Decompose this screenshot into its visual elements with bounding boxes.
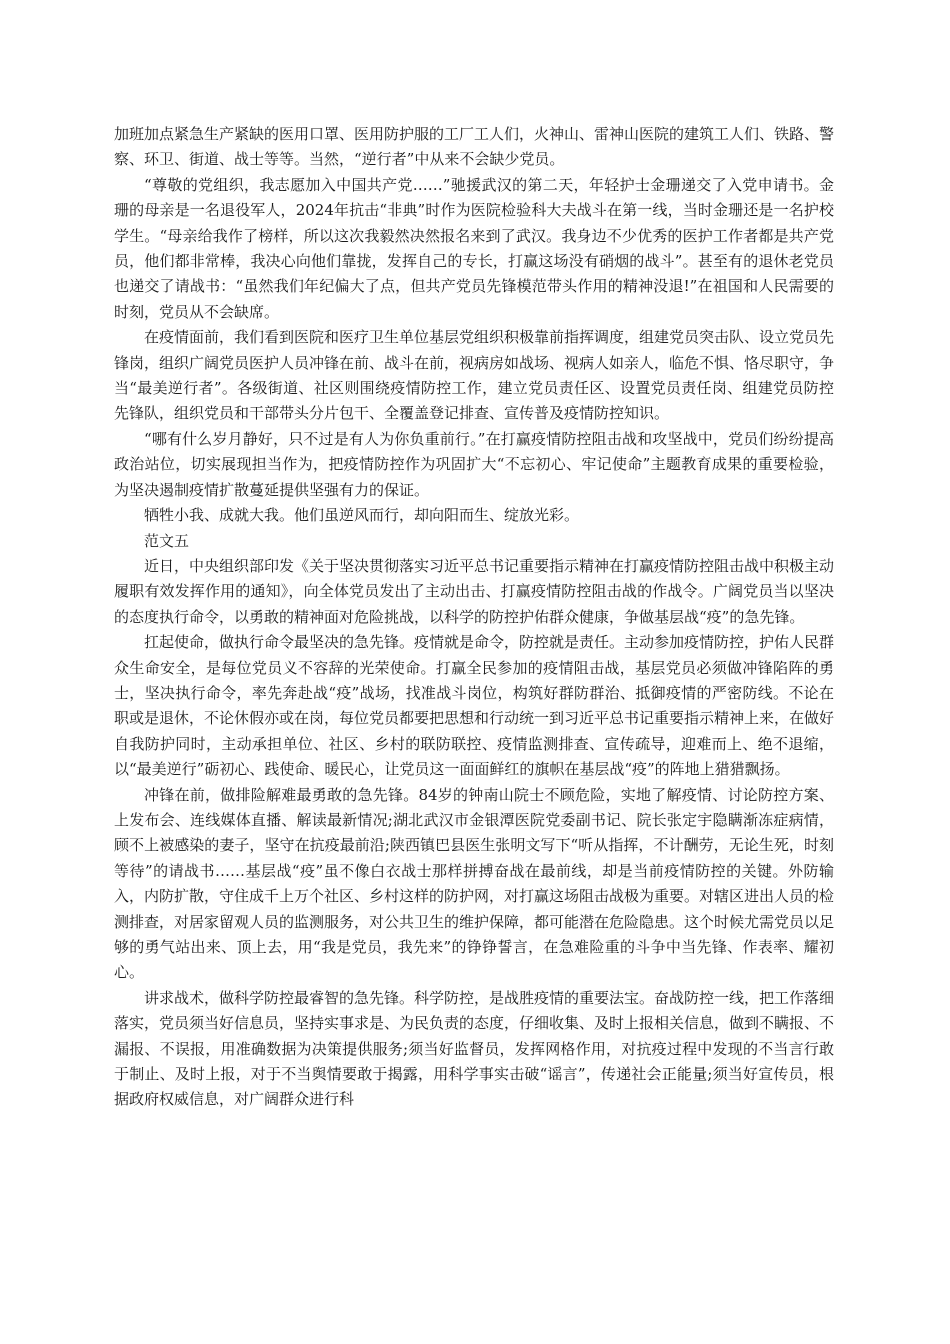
paragraph-jin-shan: “尊敬的党组织，我志愿加入中国共产党……”驰援武汉的第二天，年轻护士金珊递交了入党申请书。金珊的母亲是一名退役军人，2024年抗击“非典”时作为医院检验科大夫战斗在第一线，当时金珊还是一名护校学生。“母亲给我作了榜样，所以这次我毅然决然报名来到了武汉。我身边不少优秀的医护工作者都是共产党员，他们都非常棒，我决心向他们靠拢，发挥自己的专长，打赢这场没有硝烟的战斗”。甚至有的退休老党员也递交了请战书：“虽然我们年纪偏大了点，但共产党员先锋模范带头作用的精神没退!”在祖国和人民需要的时刻，党员从不会缺席。 xyxy=(114,175,834,321)
paragraph-burden: “哪有什么岁月静好，只不过是有人为你负重前行。”在打赢疫情防控阻击战和攻坚战中，党员们纷纷提高政治站位，切实展现担当作为，把疫情防控作为巩固扩大“不忘初心、牢记使命”主题教育成果的重要检验，为坚决遏制疫情扩散蔓延提供坚强有力的保证。 xyxy=(114,429,834,499)
paragraph-continuation: 加班加点紧急生产紧缺的医用口罩、医用防护服的工厂工人们，火神山、雷神山医院的建筑工人们、铁路、警察、环卫、街道、战士等等。当然，“逆行者”中从来不会缺少党员。 xyxy=(114,125,835,169)
paragraph-tactics: 讲求战术，做科学防控最睿智的急先锋。科学防控，是战胜疫情的重要法宝。奋战防控一线，把工作落细落实，党员须当好信息员，坚持实事求是、为民负责的态度，仔细收集、及时上报相关信息，做到不瞒报、不漏报、不误报，用准确数据为决策提供服务;须当好监督员，发挥网格作用，对抗疫过程中发现的不当言行敢于制止、及时上报，对于不当舆情要敢于揭露，用科学事实击破“谣言”，传递社会正能量;须当好宣传员，根据政府权威信息，对广阔群众进行科 xyxy=(114,988,835,1109)
paragraph-party-organizations: 在疫情面前，我们看到医院和医疗卫生单位基层党组织积极靠前指挥调度，组建党员突击队、设立党员先锋岗，组织广阔党员医护人员冲锋在前、战斗在前，视病房如战场、视病人如亲人，临危不惧、恪尽职守，争当“最美逆行者”。各级街道、社区则围绕疫情防控工作，建立党员责任区、设置党员责任岗、组建党员防控先锋队，组织党员和干部带头分片包干、全覆盖登记排查、宣传普及疫情防控知识。 xyxy=(114,328,835,423)
section-heading: 范文五 xyxy=(144,531,190,550)
document-page xyxy=(114,122,834,1113)
paragraph-charge-forward: 冲锋在前，做排险解难最勇敢的急先锋。84岁的钟南山院士不顾危险，实地了解疫情、讨论防控方案、上发布会、连线媒体直播、解读最新情况;湖北武汉市金银潭医院党委副书记、院长张定宇隐瞒渐冻症病情，顾不上被感染的妻子，坚守在抗疫最前沿;陕西镇巴县医生张明文写下“听从指挥，不计酬劳，无论生死，时刻等待”的请战书……基层战“疫”虽不像白衣战士那样拼搏奋战在最前线，却是当前疫情防控的关键。外防输入，内防扩散，守住成千上万个社区、乡村这样的防护网，对打赢这场阻击战极为重要。对辖区进出人员的检测排查，对居家留观人员的监测服务，对公共卫生的维护保障，都可能潜在危险隐患。这个时候尤需党员以足够的勇气站出来、顶上去，用“我是党员，我先来”的铮铮誓言，在急难险重的斗争中当先锋、作表率、耀初心。 xyxy=(114,785,835,982)
paragraph-sacrifice: 牺牲小我、成就大我。他们虽逆风而行，却向阳而生、绽放光彩。 xyxy=(144,506,580,525)
paragraph-mission: 扛起使命，做执行命令最坚决的急先锋。疫情就是命令，防控就是责任。主动参加疫情防控，护佑人民群众生命安全，是每位党员义不容辞的光荣使命。打赢全民参加的疫情阻击战，基层党员必须做冲锋陷阵的勇士，坚决执行命令，率先奔赴战“疫”战场，找准战斗岗位，构筑好群防群治、抵御疫情的严密防线。不论在职或是退休，不论休假亦或在岗，每位党员都要把思想和行动统一到习近平总书记重要指示精神上来，在做好自我防护同时，主动承担单位、社区、乡村的联防联控、疫情监测排查、宣传疏导，迎难而上、绝不退缩，以“最美逆行”砺初心、践使命、暖民心，让党员这一面面鲜红的旗帜在基层战“疫”的阵地上猎猎飘扬。 xyxy=(114,633,835,779)
paragraph-notice: 近日，中央组织部印发《关于坚决贯彻落实习近平总书记重要指示精神在打赢疫情防控阻击战中积极主动履职有效发挥作用的通知》，向全体党员发出了主动出击、打赢疫情防控阻击战的作战令。广阔党员当以坚决的态度执行命令，以勇敢的精神面对危险挑战，以科学的防控护佑群众健康，争做基层战“疫”的急先锋。 xyxy=(114,556,835,626)
